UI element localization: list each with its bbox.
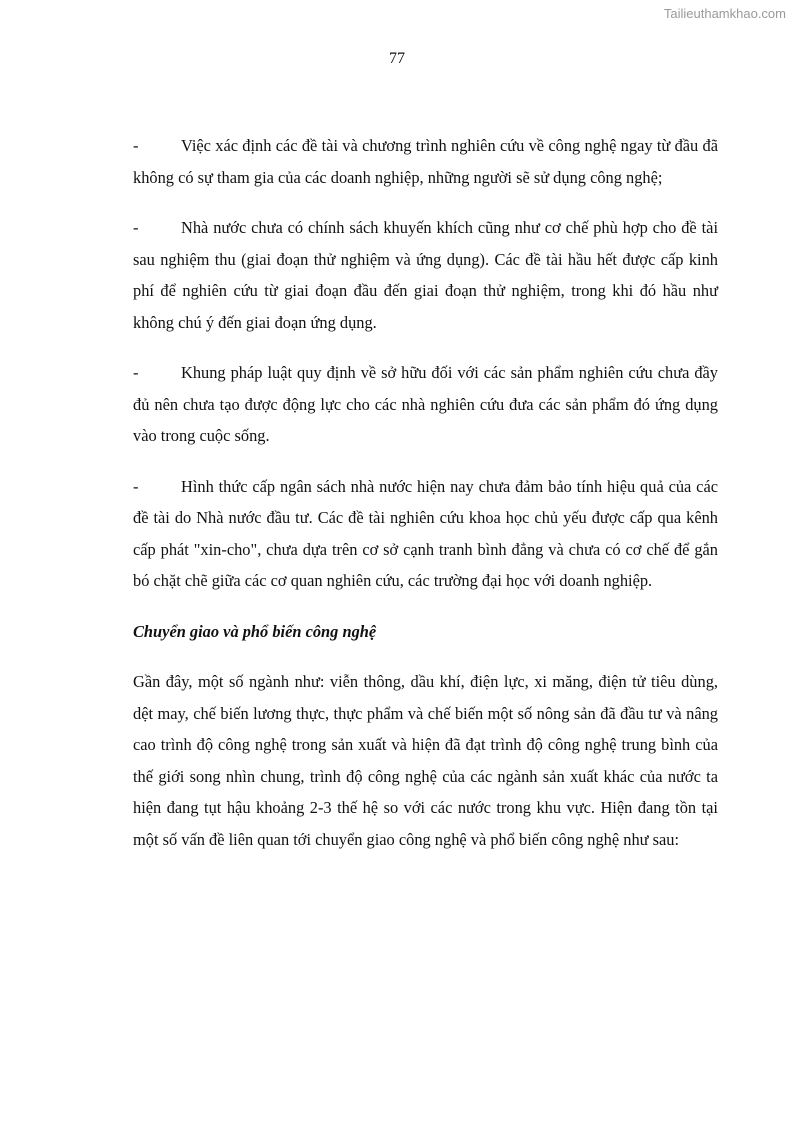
page-number: 77 [389,50,405,67]
section-heading: Chuyển giao và phổ biến công nghệ [133,621,377,641]
bullet-dash: - [133,218,139,237]
bullet-text: Hình thức cấp ngân sách nhà nước hiện nay chưa đảm bảo tính hiệu quả của các đề tài do Nhà nước đầu tư. Các đề tài nghiên cứu khoa học chủ yếu được cấp qua kênh cấp phát "xin-cho", chưa dựa trên cơ sở cạnh tranh bình đẳng và chưa có cơ chế để gắn bó chặt chẽ giữa các cơ quan nghiên cứu, các trường đại học với doanh nghiệp. [133,476,718,590]
bullet-text: Việc xác định các đề tài và chương trình nghiên cứu về công nghệ ngay từ đầu đã không có sự tham gia của các doanh nghiệp, những người sẽ sử dụng công nghệ; [133,136,718,187]
bullet-item [133,357,718,452]
bullet-text: Nhà nước chưa có chính sách khuyến khích cũng như cơ chế phù hợp cho đề tài sau nghiệm thu (giai đoạn thử nghiệm và ứng dụng). Các đề tài hầu hết được cấp kinh phí để nghiên cứu từ giai đoạn đầu đến giai đoạn thử nghiệm, trong khi đó hầu như không chú ý đến giai đoạn ứng dụng. [133,218,718,332]
bullet-dash: - [133,363,139,382]
watermark: Tailieuthamkhao.com [663,6,786,21]
section-paragraph: Gần đây, một số ngành như: viễn thông, dầu khí, điện lực, xi măng, điện tử tiêu dùng, dệt may, chế biến lương thực, thực phẩm và chế biến một số nông sản đã đầu tư và nâng cao trình độ công nghệ trong sản xuất và hiện đã đạt trình độ công nghệ trung bình của thế giới song nhìn chung, trình độ công nghệ của các ngành sản xuất khác của nước ta hiện đang tụt hậu khoảng 2-3 thế hệ so với các nước trong khu vực. Hiện đang tồn tại một số vấn đề liên quan tới chuyển giao công nghệ và phổ biến công nghệ như sau: [133,672,718,849]
bullet-item [133,212,718,338]
bullet-text: Khung pháp luật quy định về sở hữu đối với các sản phẩm nghiên cứu chưa đầy đủ nên chưa tạo được động lực cho các nhà nghiên cứu đưa các sản phẩm đó ứng dụng vào trong cuộc sống. [133,363,718,445]
bullet-dash: - [133,476,139,496]
bullet-dash: - [133,136,139,155]
bullet-item [133,130,718,193]
bullet-item [133,471,718,597]
document-body [133,130,718,874]
